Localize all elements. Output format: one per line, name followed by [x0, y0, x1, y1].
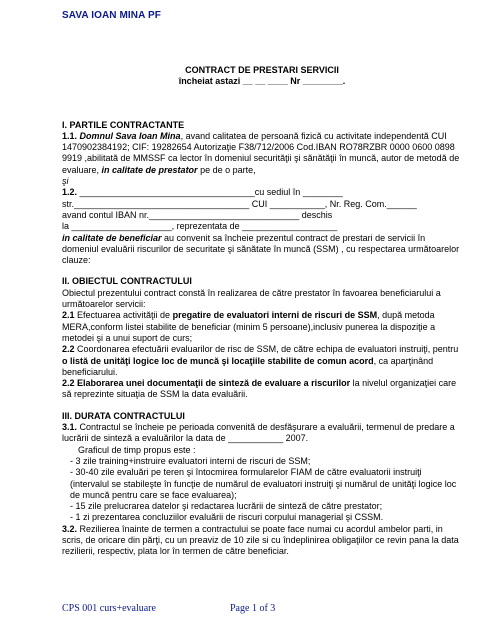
clause-1-2-line2: str.___________________________________ CUI ___________, Nr. Reg. Com.______ [62, 198, 417, 209]
clause-2-1-pre: Efectuarea activităţii de [74, 310, 173, 321]
clause-1-1-num: 1.1. [62, 130, 78, 141]
prestator-role: in calitate de prestator [101, 164, 198, 175]
clause-1-2-line3: avand contul IBAN nr.______________________________ deschis [62, 209, 333, 220]
footer-doc-code: CPS 001 curs+evaluare [62, 603, 156, 614]
clause-3-2-text: Rezilierea înainte de termen a contractului se poate face numai cu acordul ambelor parti, in scris, de oricare din părţi, cu un preaviz de 10 zile si cu îndeplinirea obligaţiilor ce revin pana la data rezilierii, respectiv, plata lor în termen de către beneficiar. [62, 523, 459, 557]
clause-2-2-pre: Coordonarea efectuării evaluarilor de risc de SSM, de către echipa de evaluatori instruiţi, pentru [74, 344, 459, 355]
schedule-item-3: - 15 zile prelucrarea datelor şi redactarea lucrării de sinteză de către prestator; [70, 501, 383, 512]
clause-2-3 [62, 378, 462, 401]
clause-1-2-num: 1.2. [62, 187, 78, 198]
clause-2-2-post: , ca aparţinând beneficiarului. [62, 355, 434, 377]
clause-2-2-num: 2.2 [62, 344, 75, 355]
schedule-item-1: - 3 zile training+instruire evaluatori interni de riscuri de SSM; [70, 455, 311, 466]
title-line1: CONTRACT DE PRESTARI SERVICII [185, 65, 339, 75]
clause-3-1-num: 3.1. [62, 422, 78, 433]
beneficiar-role: in calitate de beneficiar [62, 232, 162, 243]
clause-2-1-num: 2.1 [62, 310, 75, 321]
clause-1-1-text: , avand calitatea de persoană fizică cu activitate independentă CUI 1470902384192; CIF: 19282654 Autorizaţie F38/712/2006 Cod.IBAN RO78RZBR 0000 0600 0898 9919 ,abilitată de MMSSF ca lector în domeniul securităţii şi sănătăţii în muncă, autor de metodă de evaluare, [62, 130, 460, 175]
contract-title [62, 65, 462, 88]
clause-1-1-end: pe de o parte, [197, 164, 256, 175]
conjunction-si: şi [62, 176, 69, 187]
footer-page-number: Page 1 of 3 [230, 603, 276, 614]
clause-2-2 [62, 344, 462, 378]
clause-2-3-bold: Elaborarea unei documentaţii de sinteză de evaluare a riscurilor [74, 378, 351, 389]
schedule-item-2: - 30-40 zile evaluări pe teren şi întocmirea formularelor FIAM de către evaluatorii instruiţi (intervalul se stabileşte în funcţie de numărul de evaluatori instruiţi şi numărul de unităţi logice loc de muncă pentru care se face evaluarea); [70, 467, 457, 500]
clause-2-2-bold: o listă de unităţi logice loc de muncă şi locaţiile stabilite de comun acord [62, 355, 374, 366]
clause-1-2-text: au convenit sa încheie prezentul contract de prestari de servicii în domeniul evaluării riscurilor de securitate şi sănătate în muncă (SSM) , cu respectarea următoarelor clauze: [62, 232, 460, 266]
clause-1-2 [62, 187, 462, 198]
section-1-heading: I. PARTILE CONTRACTANTE [62, 119, 185, 130]
clause-2-1-post: , după metoda MERA,conform listei stabilite de beneficiar (minim 5 persoane),inclusiv punerea la dispoziţie a metodei şi a unui suport de curs; [62, 310, 436, 343]
clause-2-1-bold: pregatire de evaluatori interni de riscuri de SSM [172, 310, 378, 321]
clause-2-1 [62, 310, 462, 344]
prestator-name: Domnul Sava Ioan Mina [79, 130, 181, 141]
schedule-intro: Graficul de timp propus este : [78, 444, 196, 455]
clause-2-3-post: la nivelul organizaţiei care să reprezinte situaţia de SSM la data evaluării. [62, 378, 457, 400]
clause-1-1 [62, 131, 462, 176]
contract-body [62, 65, 462, 558]
company-header: SAVA IOAN MINA PF [62, 10, 161, 21]
schedule-item-4: - 1 zi prezentarea concluziilor evaluării de riscuri corpului managerial şi CSSM. [70, 512, 384, 523]
title-line2: încheiat astazi __ __ ____ Nr ________. [178, 76, 346, 87]
clause-3-1 [62, 422, 462, 445]
section-2-intro: Obiectul prezentului contract constă în realizarea de către prestator în favoarea beneficiarului a următoarelor servicii: [62, 287, 441, 310]
clause-3-2 [62, 524, 462, 558]
clause-1-2-line4: la ____________________, reprezentata de ___________________ [62, 221, 338, 232]
section-2-heading: II. OBIECTUL CONTRACTULUI [62, 276, 192, 287]
clause-1-2-line1: ___________________________________cu sediul în ________ [77, 187, 343, 198]
clause-3-2-num: 3.2. [62, 523, 78, 534]
clause-1-2-role [62, 233, 462, 267]
clause-3-1-text: Contractul se încheie pe perioada convenită de desfăşurare a evaluării, termenul de predare a lucrării de sinteză a evaluărilor la data de ___________ 2007. [62, 422, 455, 444]
clause-2-3-num: 2.2 [62, 378, 75, 389]
section-3-heading: III. DURATA CONTRACTULUI [62, 410, 185, 421]
